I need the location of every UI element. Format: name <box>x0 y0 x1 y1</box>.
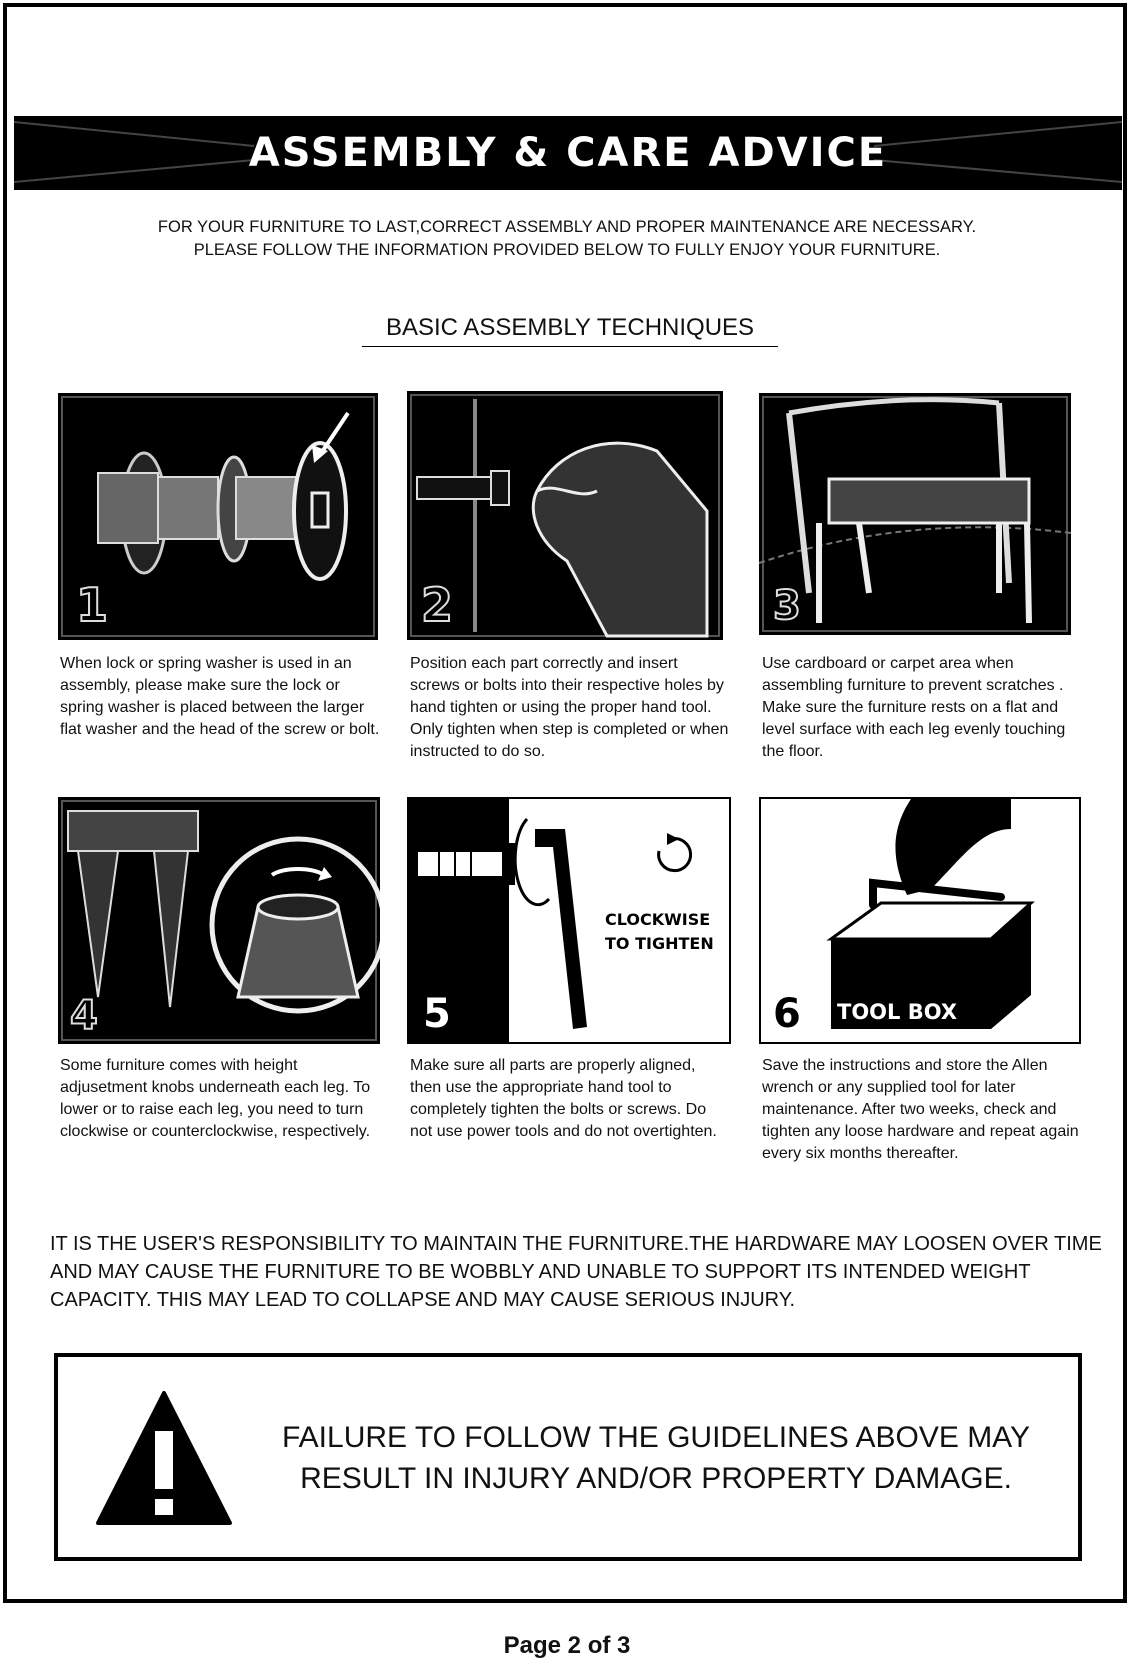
clockwise-label-line-2: TO TIGHTEN <box>605 934 714 953</box>
step-1-caption: When lock or spring washer is used in an assembly, please make sure the lock or spring washer is placed between the larger flat washer and the head of the screw or bolt. <box>60 655 380 738</box>
step-2-number: 2 <box>421 578 454 632</box>
tool-box-icon <box>761 799 1079 1042</box>
step-4-image <box>58 797 380 1044</box>
chair-on-carpet-icon <box>759 393 1071 635</box>
intro-line-2: PLEASE FOLLOW THE INFORMATION PROVIDED BELOW TO FULLY ENJOY YOUR FURNITURE. <box>193 241 941 259</box>
warning-message <box>206 1417 1106 1499</box>
responsibility-text: IT IS THE USER'S RESPONSIBILITY TO MAINTAIN THE FURNITURE.THE HARDWARE MAY LOOSEN OVER TIME AND MAY CAUSE THE FURNITURE TO BE WOBBLY AND UNABLE TO SUPPORT ITS INTENDED WEIGHT CAPACITY. THIS MAY LEAD TO COLLAPSE AND MAY CAUSE SERIOUS INJURY. <box>50 1233 1102 1311</box>
hand-tighten-screw-icon <box>407 391 723 640</box>
step-2-image <box>407 391 723 640</box>
step-2-caption: Position each part correctly and insert screws or bolts into their respective holes by hand tighten or using the proper hand tool. Only tighten when step is completed or when instructed to do so. <box>410 655 729 760</box>
step-3-caption: Use cardboard or carpet area when assembling furniture to prevent scratches . Make sure the furniture rests on a flat and level surface with each leg evenly touching the floor. <box>762 655 1066 760</box>
step-1-image <box>58 393 378 640</box>
tool-box-label: TOOL BOX <box>837 1000 958 1024</box>
leg-adjust-knob-icon <box>58 797 380 1044</box>
step-4-number: 4 <box>70 993 98 1039</box>
step-5-number: 5 <box>423 991 451 1037</box>
washer-bolt-icon <box>58 393 378 640</box>
step-4-caption: Some furniture comes with height adjusetment knobs underneath each leg. To lower or to raise each leg, you need to turn clockwise or counterclockwise, respectively. <box>60 1057 371 1140</box>
step-5-caption: Make sure all parts are properly aligned, then use the appropriate hand tool to completely tighten the bolts or screws. Do not use power tools and do not overtighten. <box>410 1057 717 1140</box>
step-1-number: 1 <box>76 578 109 632</box>
page-title: ASSEMBLY & CARE ADVICE <box>248 130 888 176</box>
step-3-number: 3 <box>773 583 801 629</box>
step-6-number: 6 <box>773 991 801 1037</box>
warning-line-1: FAILURE TO FOLLOW THE GUIDELINES ABOVE MAY <box>282 1421 1030 1454</box>
section-title: BASIC ASSEMBLY TECHNIQUES <box>362 314 778 347</box>
clockwise-label-line-1: CLOCKWISE <box>605 910 711 929</box>
warning-box <box>54 1353 1082 1561</box>
intro-text <box>0 216 1134 262</box>
allen-wrench-clockwise-icon <box>409 799 729 1042</box>
step-6-image <box>759 797 1081 1044</box>
page-number: Page 2 of 3 <box>503 1632 631 1659</box>
step-5-image <box>407 797 731 1044</box>
warning-line-2: RESULT IN INJURY AND/OR PROPERTY DAMAGE. <box>300 1462 1012 1495</box>
header-banner <box>14 116 1122 190</box>
intro-line-1: FOR YOUR FURNITURE TO LAST,CORRECT ASSEMBLY AND PROPER MAINTENANCE ARE NECESSARY. <box>157 218 977 236</box>
step-6-caption: Save the instructions and store the Allen wrench or any supplied tool for later maintenance. After two weeks, check and tighten any loose hardware and repeat again every six months thereafter. <box>762 1057 1079 1162</box>
step-3-image <box>759 393 1071 635</box>
